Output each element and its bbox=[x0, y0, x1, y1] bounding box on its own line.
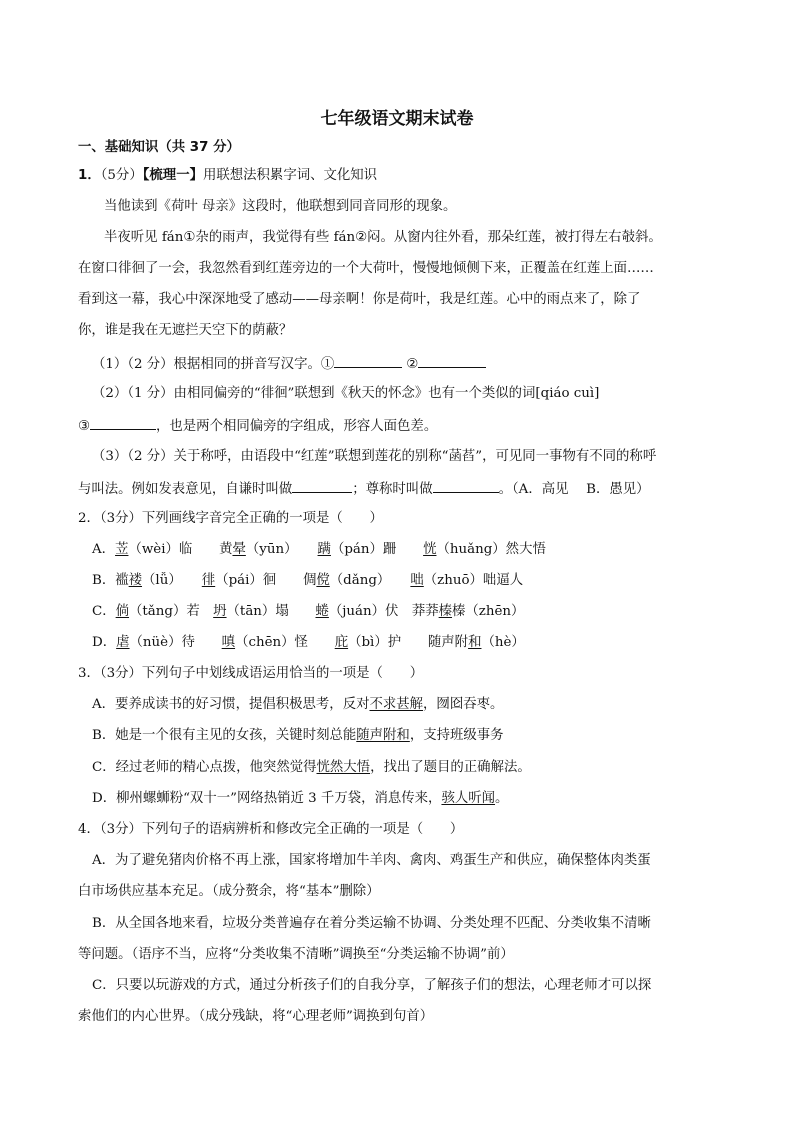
passage-line-1: 半夜听见 fán①杂的雨声，我觉得有些 fán②闷。从窗内往外看，那朵红莲，被打得左右攲斜。 bbox=[104, 230, 662, 245]
question-4-option-a: A．为了避免猪肉价格不再上涨，国家将增加牛羊肉、禽肉、鸡蛋生产和供应，确保整体肉类蛋 bbox=[92, 853, 651, 868]
question-2-option-b: B．褴褛（lǚ） 徘（pái）徊 倜傥（dǎng） 咄（zhuō）咄逼人 bbox=[92, 573, 524, 588]
question-3-option-b: B．她是一个很有主见的女孩，关键时刻总能随声附和，支持班级事务 bbox=[92, 728, 504, 743]
question-2-option-d: D．虐（nüè）待 嗔（chēn）怪 庇（bì）护 随声附和（hè） bbox=[92, 635, 525, 650]
sub-question-3: （3）（2 分）关于称呼，由语段中“红莲”联想到莲花的别称“菡萏”，可见同一事物有不同的称呼 bbox=[92, 449, 657, 464]
question-3-option-a: A．要养成读书的好习惯，提倡积极思考，反对不求甚解，囫囵吞枣。 bbox=[92, 697, 504, 712]
passage-line-3: 看到这一幕，我心中深深地受了感动——母亲啊！你是荷叶，我是红莲。心中的雨点来了，除了 bbox=[78, 292, 641, 307]
question-4-option-b: B．从全国各地来看，垃圾分类普遍存在着分类运输不协调、分类处理不匹配、分类收集不清晰 bbox=[92, 916, 651, 931]
answer-blank-5[interactable] bbox=[433, 478, 499, 493]
answer-blank-2[interactable] bbox=[418, 353, 486, 368]
circle-number-2: ② bbox=[355, 230, 368, 245]
question-3-option-c: C．经过老师的精心点拨，他突然觉得恍然大悟，找出了题目的正确解法。 bbox=[92, 760, 531, 775]
question-4-option-c: C．只要以玩游戏的方式，通过分析孩子们的自我分享，了解孩子们的想法，心理老师才可以探 bbox=[92, 978, 652, 993]
page-title: 七年级语文期末试卷 bbox=[320, 109, 474, 129]
question-2-option-a: A．苙（wèi）临 黄晕（yūn） 蹒（pán）跚 恍（huǎng）然大悟 bbox=[92, 542, 546, 557]
question-4-stem: 4．（3分）下列句子的语病辨析和修改完全正确的一项是（ ） bbox=[78, 822, 464, 837]
passage-line-2: 在窗口徘徊了一会，我忽然看到红莲旁边的一个大荷叶，慢慢地倾侧下来，正覆盖在红莲上面…… bbox=[78, 261, 654, 276]
answer-blank-3[interactable] bbox=[90, 415, 156, 430]
sub-question-2: （2）（1 分）由相同偏旁的“徘徊”联想到《秋天的怀念》也有一个类似的词[qiáo cuì] bbox=[92, 386, 600, 401]
question-1-intro: 当他读到《荷叶 母亲》这段时，他联想到同音同形的现象。 bbox=[104, 199, 457, 214]
answer-blank-1[interactable] bbox=[334, 353, 402, 368]
sub-question-1: （1）（2 分）根据相同的拼音写汉字。① ② bbox=[92, 353, 486, 375]
question-4-option-a-cont: 白市场供应基本充足。（成分赘余，将“基本”删除） bbox=[78, 884, 380, 899]
question-3-stem: 3．（3分）下列句子中划线成语运用恰当的一项是（ ） bbox=[78, 666, 424, 681]
answer-blank-4[interactable] bbox=[292, 478, 352, 493]
question-4-option-c-cont: 索他们的内心世界。（成分残缺，将“心理老师”调换到句首） bbox=[78, 1009, 434, 1024]
sub-question-3-cont: 与叫法。例如发表意见，自谦时叫做 ；尊称时叫做 。（A．高见 B．愚见） bbox=[78, 478, 650, 500]
section-heading: 一、基础知识（共 37 分） bbox=[78, 140, 240, 155]
sub-question-2-cont: ③ ，也是两个相同偏旁的字组成，形容人面色差。 bbox=[78, 415, 437, 437]
question-2-option-c: C．倘（tǎng）若 坍（tān）塌 蜷（juán）伏 莽莽榛榛（zhēn） bbox=[92, 604, 525, 619]
question-2-stem: 2．（3分）下列画线字音完全正确的一项是（ ） bbox=[78, 511, 383, 526]
question-1-stem: 1．（5分）【梳理一】用联想法积累字词、文化知识 bbox=[78, 168, 378, 183]
circle-number-1: ① bbox=[183, 230, 196, 245]
passage-line-4: 你，谁是我在无遮拦天空下的荫蔽？ bbox=[78, 323, 293, 338]
question-4-option-b-cont: 等问题。（语序不当，应将“分类收集不清晰”调换至“分类运输不协调”前） bbox=[78, 947, 514, 962]
question-3-option-d: D．柳州螺蛳粉“双十一”网络热销近 3 千万袋，消息传来，骇人听闻。 bbox=[92, 791, 509, 806]
